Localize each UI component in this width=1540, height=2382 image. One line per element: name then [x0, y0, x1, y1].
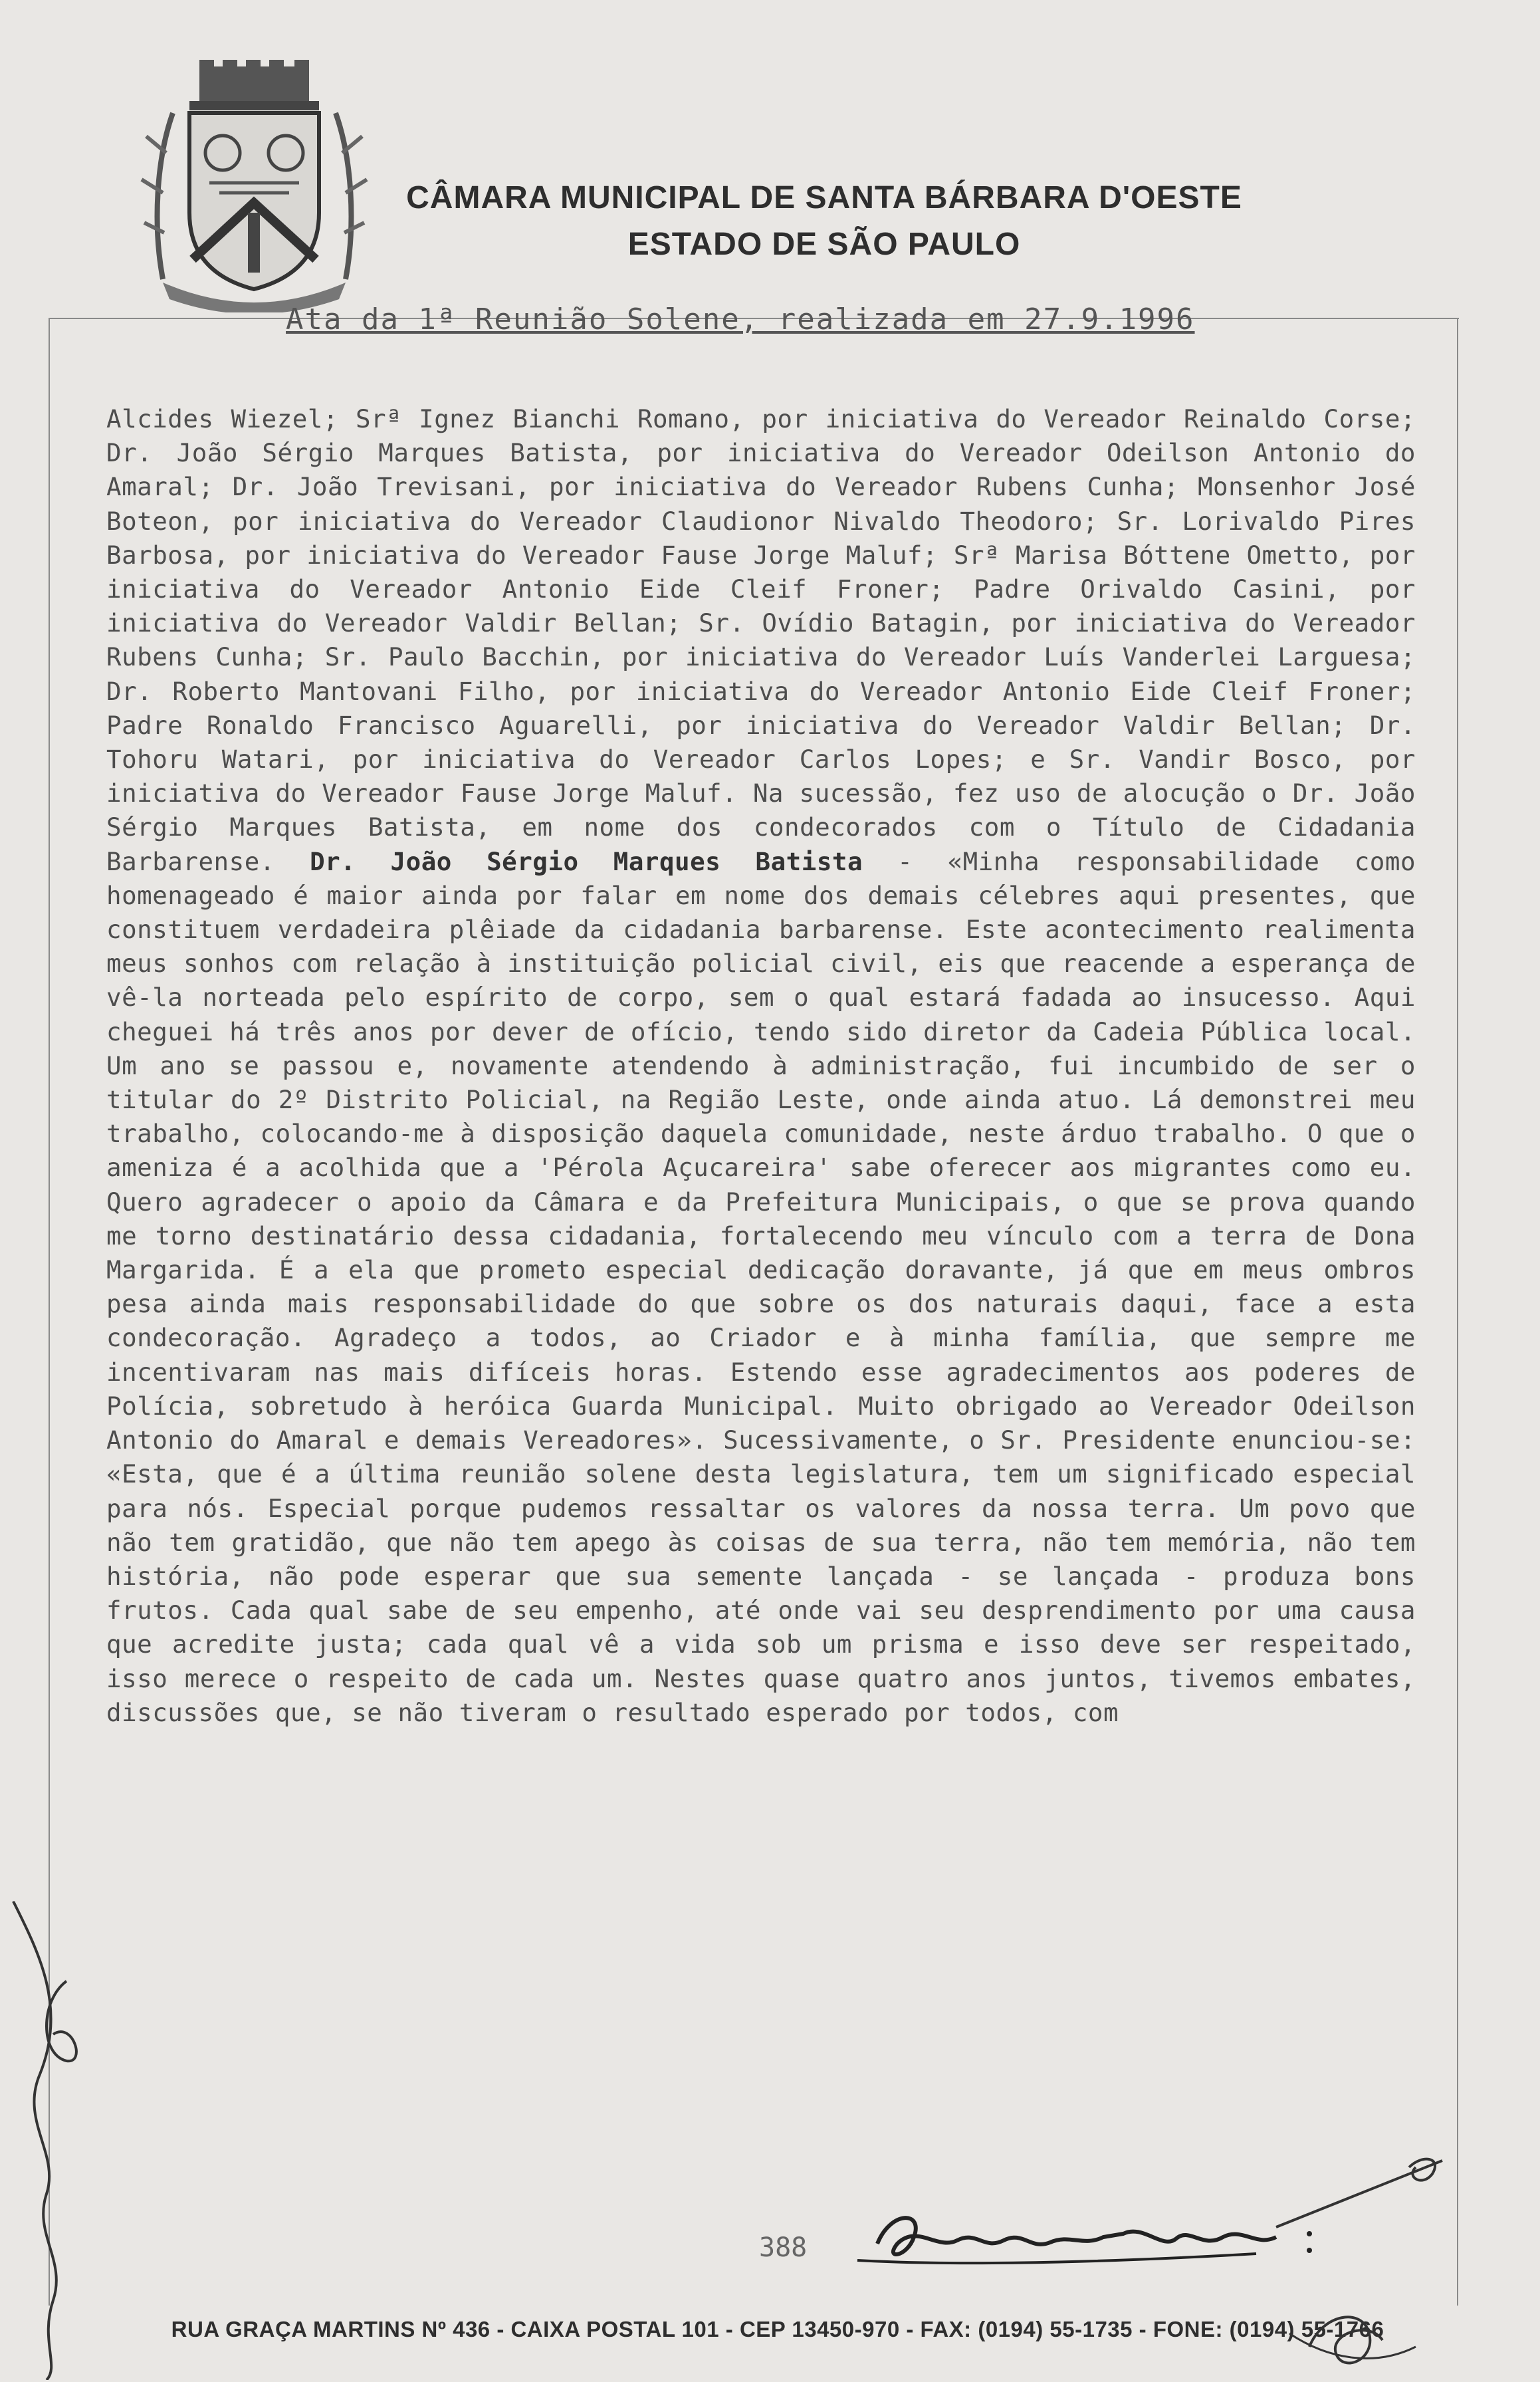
corner-initials-signature: [1263, 2147, 1540, 2382]
address-footer: RUA GRAÇA MARTINS Nº 436 - CAIXA POSTAL 101 - CEP 13450-970 - FAX: (0194) 55-1735 - FONE: (0194) 55-1766: [171, 2317, 1384, 2341]
page-number: 388: [759, 2232, 808, 2263]
body-text-part1: Alcides Wiezel; Srª Ignez Bianchi Romano, por iniciativa do Vereador Reinaldo Corse; Dr. João Sérgio Marques Batista, por iniciativa do Vereador Odeilson Antonio do Amaral; Dr. João Trevisani, por iniciativa do Vereador Rubens Cunha; Monsenhor José Boteon, por iniciativa do Vereador Claudionor Nivaldo Theodoro; Sr. Lorivaldo Pires Barbosa, por iniciativa do Vereador Fause Jorge Maluf; Srª Marisa Bóttene Ometto, por iniciativa do Vereador Antonio Eide Cleif Froner; Padre Orivaldo Casini, por iniciativa do Vereador Valdir Bellan; Sr. Ovídio Batagin, por iniciativa do Vereador Rubens Cunha; Sr. Paulo Bacchin, por iniciativa do Vereador Luís Vanderlei Larguesa; Dr. Roberto Mantovani Filho, por iniciativa do Vereador Antonio Eide Cleif Froner; Padre Ronaldo Francisco Aguarelli, por iniciativa do Vereador Valdir Bellan; Dr. Tohoru Watari, por iniciativa do Vereador Carlos Lopes; e Sr. Vandir Bosco, por iniciativa do Vereador Fause Jorge Maluf. Na sucessão, fez uso de alocução o Dr. João Sérgio Marques Batista, em nome dos condecorados com o Título de Cidadania Barbarense.: [106, 404, 1416, 876]
speaker-name: Dr. João Sérgio Marques Batista: [310, 846, 863, 876]
body-text-part2: - «Minha responsabilidade como homenageado é maior ainda por falar em nome dos demais célebres aqui presentes, que constituem verdadeira plêiade da cidadania barbarense. Este acontecimento realimenta meus sonhos com relação à instituição policial civil, eis que reacende a esperança de vê-la norteada pelo espírito de corpo, sem o qual estará fadada ao insucesso. Aqui cheguei há três anos por dever de ofício, tendo sido diretor da Cadeia Pública local. Um ano se passou e, novamente atendendo à administração, fui incumbido de ser o titular do 2º Distrito Policial, na Região Leste, onde ainda atuo. Lá demonstrei meu trabalho, colocando-me à disposição daquela comunidade, neste árduo trabalho. O que o ameniza é a acolhida que a 'Pérola Açucareira' sabe oferecer aos migrantes como eu. Quero agradecer o apoio da Câmara e da Prefeitura Municipais, o que se prova quando me torno destinatário dessa cidadania, fortalecendo meu vínculo com a terra de Dona Margarida. É a ela que prometo especial dedicação doravante, já que em meus ombros pesa ainda mais responsabilidade do que sobre os dos naturais daqui, face a esta condecoração. Agradeço a todos, ao Criador e à minha família, que sempre me incentivaram nas mais difíceis horas. Estendo esse agradecimentos aos poderes de Polícia, sobretudo à heróica Guarda Municipal. Muito obrigado ao Vereador Odeilson Antonio do Amaral e demais Vereadores». Sucessivamente, o Sr. Presidente enunciou-se: «Esta, que é a última reunião solene desta legislatura, tem um significado especial para nós. Especial porque pudemos ressaltar os valores da nossa terra. Um povo que não tem gratidão, que não tem apego às coisas de sua terra, não tem memória, não tem história, não pode esperar que sua semente lançada - se lançada - produza bons frutos. Cada qual sabe de seu empenho, até onde vai seu desprendimento por uma causa que acredite justa; cada qual vê a vida sob um prisma e isso deve ser respeitado, isso merece o respeito de cada um. Nestes quase quatro anos juntos, tivemos embates, discussões que, se não tiveram o resultado esperado por todos, com: [106, 846, 1416, 1727]
organization-state: ESTADO DE SÃO PAULO: [627, 227, 1021, 262]
handwritten-signature: [844, 2197, 1323, 2277]
margin-initials-signature: [0, 1901, 100, 2380]
organization-name: CÂMARA MUNICIPAL DE SANTA BÁRBARA D'OESTE: [406, 180, 1242, 215]
minutes-body: [106, 402, 1416, 1730]
municipal-coat-of-arms: [136, 60, 372, 312]
frame-right-rule: [1457, 318, 1458, 2306]
minutes-title: Ata da 1ª Reunião Solene, realizada em 27.9.1996: [286, 302, 1195, 336]
